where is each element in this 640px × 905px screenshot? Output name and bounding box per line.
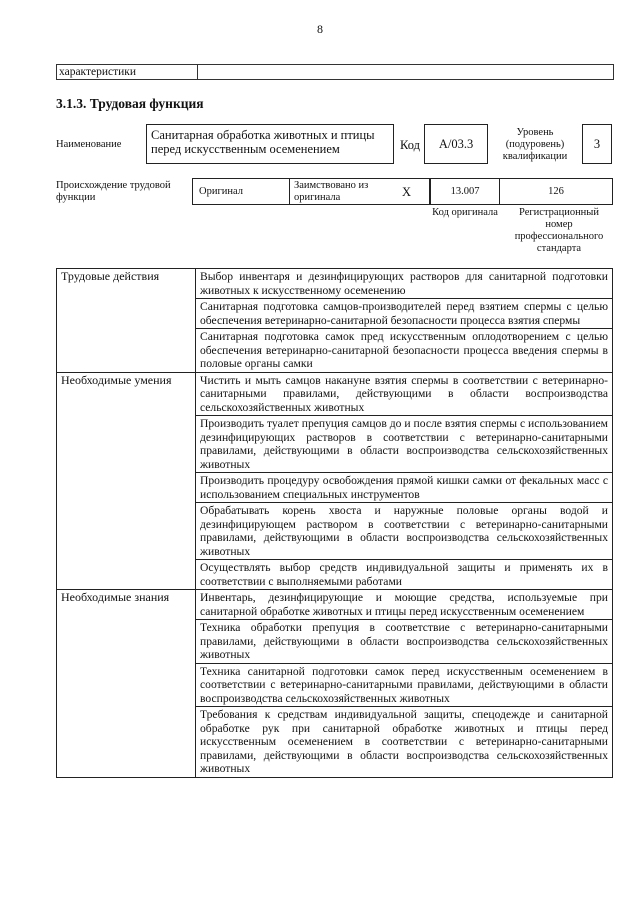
origin-code: 13.007 (430, 178, 500, 205)
code-label: Код (400, 138, 420, 152)
group-label: Трудовые действия (57, 269, 196, 373)
group-label: Необходимые умения (57, 372, 196, 590)
origin-original: Оригинал (192, 178, 290, 205)
code-value: А/03.3 (424, 124, 488, 164)
table-cell: Санитарная подготовка самок пред искусственным оплодотворением с целью обеспечения ветеринарно-санитарной безопасности процесса введения спермы в половые органы самки (196, 329, 613, 373)
table-cell: Инвентарь, дезинфицирующие и моющие средства, используемые при санитарной обработке животных и птицы перед искусственным осеменением (196, 590, 613, 620)
code-caption: Код оригинала (432, 207, 498, 218)
page-number: 8 (317, 22, 323, 36)
level-value: 3 (582, 124, 612, 164)
previous-row-label: характеристики (57, 65, 198, 79)
function-name-value: Санитарная обработка животных и птицы перед искусственным осеменением (146, 124, 394, 164)
table-cell: Санитарная подготовка самцов-производителей перед взятием спермы с целью обеспечения ветеринарно-санитарной безопасности процесса взятия спермы (196, 299, 613, 329)
table-cell: Чистить и мыть самцов накануне взятия спермы в соответствии с ветеринарно-санитарными правилами, действующими в области воспроизводства сельскохозяйственных животных (196, 372, 613, 416)
origin-mark: X (384, 178, 430, 205)
origin-label: Происхождение трудовой функции (56, 180, 171, 203)
table-cell: Обрабатывать корень хвоста и наружные половые органы водой и дезинфицирующем раствором в соответствии с ветеринарно-санитарными правилами, действующими в области воспроизводства сельскохозяйственных животных (196, 503, 613, 560)
table-cell: Выбор инвентаря и дезинфицирующих растворов для санитарной подготовки животных к искусственному осеменению (196, 269, 613, 299)
table-cell: Требования к средствам индивидуальной защиты, спецодежде и санитарной обработке рук при санитарной обработке животных и птицы перед искусственным осеменением в соответствии с ветеринарно-санитарными правилами, действующими в области воспроизводства сельскохозяйственных животных (196, 707, 613, 778)
group-label: Необходимые знания (57, 590, 196, 778)
table-cell: Производить процедуру освобождения прямой кишки самки от фекальных масс с использованием специальных инструментов (196, 473, 613, 503)
origin-borrowed: Заимствовано из оригинала (289, 178, 384, 205)
origin-reg-number: 126 (499, 178, 613, 205)
origin-row (192, 178, 613, 205)
table-row (57, 372, 613, 416)
table-cell: Техника обработки препуция в соответствие с ветеринарно-санитарными правилами, действующими в области воспроизводства сельскохозяйственных животных (196, 620, 613, 664)
table-row (57, 590, 613, 620)
level-label: Уровень (подуровень) квалификации (502, 127, 568, 162)
previous-table-row (56, 64, 614, 80)
table-cell: Осуществлять выбор средств индивидуальной защиты и применять их в соответствии с выполняемыми работами (196, 560, 613, 590)
name-label: Наименование (56, 139, 122, 150)
reg-caption: Регистрационный номер профессионального стандарта (514, 207, 604, 254)
table-cell: Производить туалет препуция самцов до и после взятия спермы с использованием дезинфицирующих растворов в соответствии с ветеринарно-санитарными правилами, действующими в области воспроизводства сельскохозяйственных животных (196, 416, 613, 473)
table-row (57, 269, 613, 299)
section-heading: 3.1.3. Трудовая функция (56, 96, 204, 111)
labor-function-table (56, 268, 613, 778)
table-cell: Техника санитарной подготовки самок перед искусственным осеменением в соответствии с ветеринарно-санитарными правилами, действующими в области воспроизводства сельскохозяйственных животных (196, 663, 613, 707)
